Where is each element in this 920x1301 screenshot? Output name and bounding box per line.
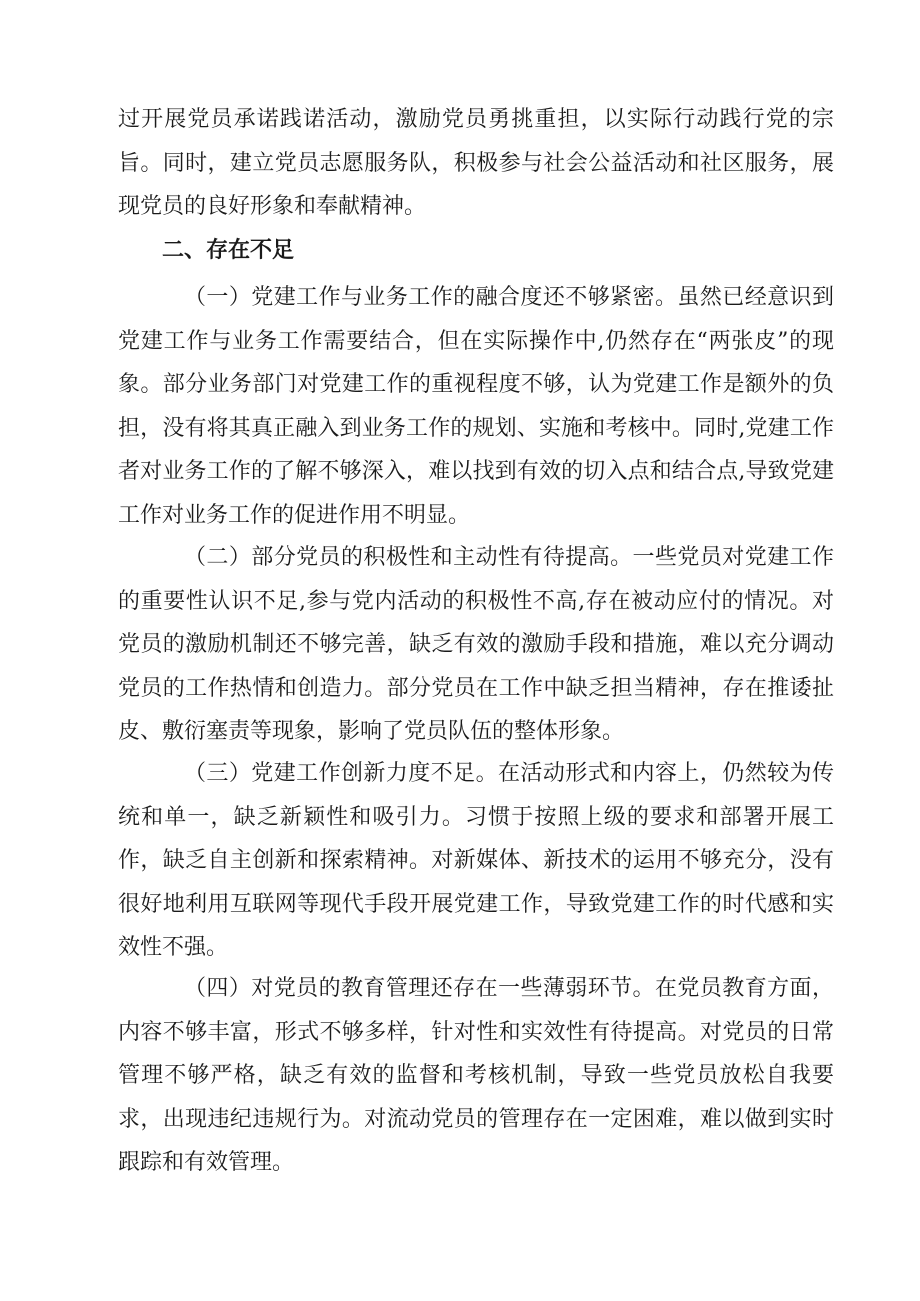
paragraph-text: 过开展党员承诺践诺活动，激励党员勇挑重担，以实际行动践行党的宗旨。同时，建立党员志愿服务队，积极参与社会公益活动和社区服务，展现党员的良好形象和奉献精神。: [118, 107, 834, 220]
paragraph-item-1: [118, 276, 834, 538]
paragraph-item-3: [118, 752, 834, 970]
continuation-paragraph: [118, 98, 834, 229]
paragraph-text: （三）党建工作创新力度不足。在活动形式和内容上，仍然较为传统和单一，缺乏新颖性和吸引力。习惯于按照上级的要求和部署开展工作，缺乏自主创新和探索精神。对新媒体、新技术的运用不够充分，没有很好地利用互联网等现代手段开展党建工作，导致党建工作的时代感和实效性不强。: [118, 761, 834, 961]
paragraph-text: （一）党建工作与业务工作的融合度还不够紧密。虽然已经意识到党建工作与业务工作需要结合，但在实际操作中,仍然存在“两张皮”的现象。部分业务部门对党建工作的重视程度不够，认为党建工作是额外的负担，没有将其真正融入到业务工作的规划、实施和考核中。同时,党建工作者对业务工作的了解不够深入，难以找到有效的切入点和结合点,导致党建工作对业务工作的促进作用不明显。: [118, 285, 834, 528]
section-heading: [118, 229, 834, 273]
paragraph-text: （二）部分党员的积极性和主动性有待提高。一些党员对党建工作的重要性认识不足,参与党内活动的积极性不高,存在被动应付的情况。对党员的激励机制还不够完善，缺乏有效的激励手段和措施，难以充分调动党员的工作热情和创造力。部分党员在工作中缺乏担当精神，存在推诿扯皮、敷衍塞责等现象，影响了党员队伍的整体形象。: [118, 545, 834, 745]
paragraph-item-2: [118, 536, 834, 754]
paragraph-text: （四）对党员的教育管理还存在一些薄弱环节。在党员教育方面，内容不够丰富，形式不够多样，针对性和实效性有待提高。对党员的日常管理不够严格，缺乏有效的监督和考核机制，导致一些党员放松自我要求，出现违纪违规行为。对流动党员的管理存在一定困难，难以做到实时跟踪和有效管理。: [118, 976, 834, 1176]
paragraph-item-4: [118, 967, 834, 1185]
section-heading-text: 二、存在不足: [162, 238, 295, 263]
